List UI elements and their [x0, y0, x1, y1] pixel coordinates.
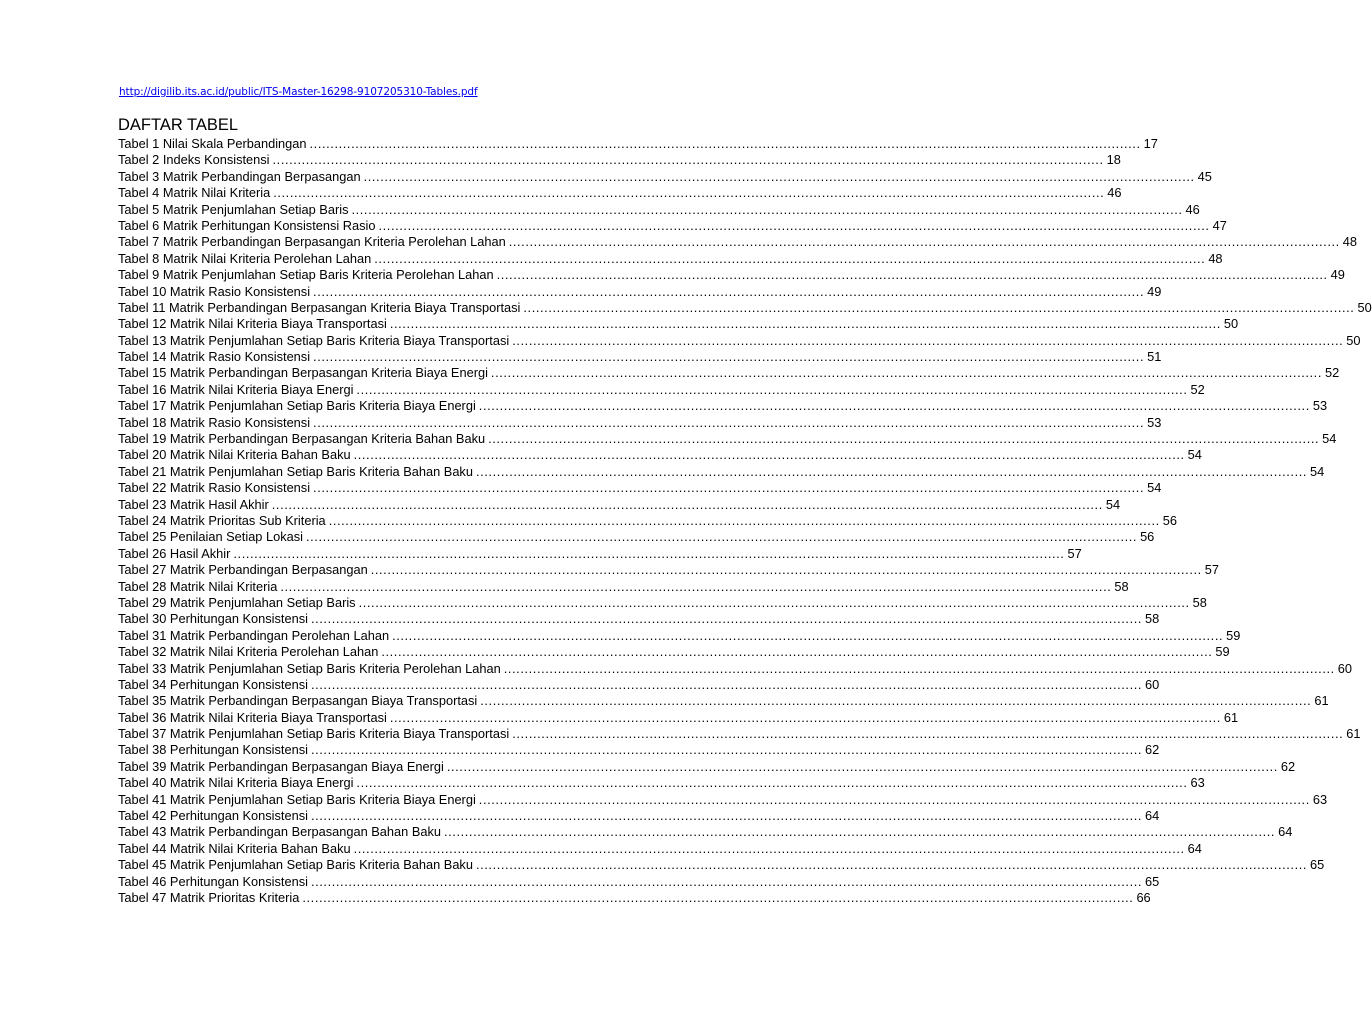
toc-leader-dots: ........................................................................................................................................................................................................ — [381, 644, 1213, 660]
toc-entry-page-number: 61 — [1314, 693, 1329, 709]
table-of-tables — [118, 136, 1372, 906]
toc-entry[interactable] — [118, 873, 1160, 890]
toc-entry-title: Tabel 42 Perhitungan Konsistensi — [118, 808, 308, 824]
toc-entry-page-number: 54 — [1310, 463, 1325, 479]
toc-entry[interactable] — [118, 627, 1241, 644]
toc-entry-page-number: 54 — [1105, 496, 1121, 512]
toc-entry-page-number: 59 — [1226, 627, 1241, 643]
toc-entry-title: Tabel 1 Nilai Skala Perbandingan — [118, 136, 307, 151]
toc-entry-page-number: 51 — [1147, 349, 1162, 365]
toc-entry-page-number: 53 — [1147, 414, 1162, 430]
toc-leader-dots: ........................................................................................................................................................................................................ — [363, 168, 1195, 184]
toc-entry-page-number: 53 — [1312, 398, 1328, 414]
toc-entry[interactable] — [118, 136, 1158, 152]
toc-entry-title: Tabel 36 Matrik Nilai Kriteria Biaya Transportasi — [118, 709, 387, 725]
toc-entry[interactable] — [118, 168, 1212, 185]
toc-leader-dots: ........................................................................................................................................................................................................ — [358, 594, 1190, 610]
toc-entry-title: Tabel 15 Matrik Perbandingan Berpasangan Kriteria Biaya Energi — [118, 365, 488, 381]
toc-entry-page-number: 57 — [1204, 562, 1220, 578]
toc-entry-page-number: 56 — [1162, 512, 1177, 528]
toc-entry-page-number: 58 — [1192, 594, 1207, 610]
toc-entry[interactable] — [118, 365, 1340, 381]
toc-leader-dots: ........................................................................................................................................................................................................ — [280, 578, 1112, 594]
toc-leader-dots: ........................................................................................................................................................................................................ — [313, 283, 1145, 299]
toc-leader-dots: ........................................................................................................................................................................................................ — [353, 840, 1185, 856]
toc-entry[interactable] — [118, 381, 1205, 398]
toc-entry-title: Tabel 38 Perhitungan Konsistensi — [118, 742, 308, 758]
toc-leader-dots: ........................................................................................................................................................................................................ — [392, 627, 1224, 643]
toc-entry-page-number: 50 — [1357, 299, 1372, 315]
toc-entry-title: Tabel 12 Matrik Nilai Kriteria Biaya Transportasi — [118, 316, 387, 332]
toc-leader-dots: ........................................................................................................................................................................................................ — [475, 857, 1308, 873]
toc-entry[interactable] — [118, 709, 1239, 726]
toc-entry[interactable] — [118, 726, 1361, 742]
toc-leader-dots: ........................................................................................................................................................................................................ — [478, 791, 1310, 807]
toc-entry-page-number: 63 — [1190, 775, 1205, 791]
toc-leader-dots: ........................................................................................................................................................................................................ — [310, 873, 1143, 889]
toc-entry-title: Tabel 37 Matrik Penjumlahan Setiap Baris Kriteria Biaya Transportasi — [118, 726, 510, 742]
toc-entry-title: Tabel 9 Matrik Penjumlahan Setiap Baris Kriteria Perolehan Lahan — [118, 267, 494, 283]
toc-entry-title: Tabel 23 Matrik Hasil Akhir — [118, 496, 269, 512]
toc-entry[interactable] — [118, 742, 1160, 758]
toc-leader-dots: ........................................................................................................................................................................................................ — [378, 217, 1210, 233]
toc-leader-dots: ........................................................................................................................................................................................................ — [503, 660, 1335, 676]
toc-leader-dots: ........................................................................................................................................................................................................ — [353, 447, 1185, 463]
toc-entry-page-number: 66 — [1136, 889, 1151, 905]
toc-entry-title: Tabel 17 Matrik Penjumlahan Setiap Baris Kriteria Biaya Energi — [118, 398, 476, 414]
toc-leader-dots: ........................................................................................................................................................................................................ — [389, 316, 1221, 332]
toc-leader-dots: ........................................................................................................................................................................................................ — [475, 463, 1308, 479]
toc-entry[interactable] — [118, 660, 1353, 677]
toc-entry[interactable] — [118, 234, 1358, 250]
toc-leader-dots: ........................................................................................................................................................................................................ — [496, 267, 1328, 283]
toc-entry-title: Tabel 24 Matrik Prioritas Sub Kriteria — [118, 512, 326, 528]
toc-leader-dots: ........................................................................................................................................................................................................ — [310, 742, 1143, 758]
toc-entry[interactable] — [118, 414, 1162, 431]
toc-entry[interactable] — [118, 562, 1220, 578]
toc-entry-title: Tabel 35 Matrik Perbandingan Berpasangan Biaya Transportasi — [118, 693, 478, 709]
toc-entry-title: Tabel 30 Perhitungan Konsistensi — [118, 611, 308, 627]
toc-entry-page-number: 45 — [1197, 168, 1212, 184]
toc-leader-dots: ........................................................................................................................................................................................................ — [309, 136, 1141, 151]
toc-entry-title: Tabel 20 Matrik Nilai Kriteria Bahan Baku — [118, 447, 351, 463]
toc-entry[interactable] — [118, 775, 1205, 791]
toc-leader-dots: ........................................................................................................................................................................................................ — [233, 545, 1065, 561]
toc-entry-title: Tabel 13 Matrik Penjumlahan Setiap Baris Kriteria Biaya Transportasi — [118, 332, 510, 348]
toc-entry-page-number: 64 — [1145, 808, 1160, 824]
toc-leader-dots: ........................................................................................................................................................................................................ — [490, 365, 1322, 381]
toc-entry-page-number: 49 — [1330, 267, 1345, 283]
toc-entry[interactable] — [118, 316, 1239, 332]
toc-entry[interactable] — [118, 594, 1207, 611]
toc-entry-title: Tabel 33 Matrik Penjumlahan Setiap Baris Kriteria Perolehan Lahan — [118, 660, 501, 676]
toc-entry-title: Tabel 22 Matrik Rasio Konsistensi — [118, 480, 311, 496]
toc-leader-dots: ........................................................................................................................................................................................................ — [328, 512, 1160, 528]
toc-leader-dots: ........................................................................................................................................................................................................ — [272, 152, 1104, 168]
toc-entry-title: Tabel 40 Matrik Nilai Kriteria Biaya Energi — [118, 775, 354, 791]
toc-entry-title: Tabel 16 Matrik Nilai Kriteria Biaya Energi — [118, 381, 354, 397]
toc-leader-dots: ........................................................................................................................................................................................................ — [478, 398, 1310, 414]
toc-leader-dots: ........................................................................................................................................................................................................ — [508, 234, 1340, 250]
toc-entry[interactable] — [118, 840, 1202, 857]
toc-entry[interactable] — [118, 611, 1160, 627]
toc-entry[interactable] — [118, 824, 1293, 840]
toc-leader-dots: ........................................................................................................................................................................................................ — [310, 611, 1143, 627]
toc-entry-title: Tabel 11 Matrik Perbandingan Berpasangan Kriteria Biaya Transportasi — [118, 299, 521, 315]
toc-entry-page-number: 59 — [1215, 644, 1230, 660]
toc-entry-page-number: 48 — [1342, 234, 1358, 250]
toc-entry-title: Tabel 21 Matrik Penjumlahan Setiap Baris Kriteria Bahan Baku — [118, 463, 473, 479]
toc-leader-dots: ........................................................................................................................................................................................................ — [310, 676, 1143, 692]
toc-entry[interactable] — [118, 578, 1129, 595]
toc-entry-page-number: 62 — [1280, 758, 1296, 774]
toc-entry[interactable] — [118, 299, 1372, 316]
toc-entry-title: Tabel 27 Matrik Perbandingan Berpasangan — [118, 562, 368, 578]
toc-leader-dots: ........................................................................................................................................................................................................ — [370, 562, 1202, 578]
toc-entry-title: Tabel 47 Matrik Prioritas Kriteria — [118, 889, 300, 905]
toc-entry-page-number: 65 — [1145, 873, 1160, 889]
toc-entry[interactable] — [118, 496, 1121, 513]
toc-entry-title: Tabel 7 Matrik Perbandingan Berpasangan Kriteria Perolehan Lahan — [118, 234, 506, 250]
toc-entry-title: Tabel 18 Matrik Rasio Konsistensi — [118, 414, 311, 430]
toc-entry[interactable] — [118, 676, 1160, 693]
toc-entry[interactable] — [118, 201, 1200, 218]
toc-entry[interactable] — [118, 545, 1082, 562]
toc-leader-dots: ........................................................................................................................................................................................................ — [446, 758, 1278, 774]
toc-entry-title: Tabel 43 Matrik Perbandingan Berpasangan Bahan Baku — [118, 824, 441, 840]
toc-entry[interactable] — [118, 480, 1162, 496]
toc-entry-page-number: 57 — [1067, 545, 1082, 561]
toc-entry-title: Tabel 2 Indeks Konsistensi — [118, 152, 270, 168]
toc-entry-title: Tabel 34 Perhitungan Konsistensi — [118, 676, 308, 692]
toc-entry-page-number: 54 — [1322, 431, 1337, 447]
toc-entry-title: Tabel 25 Penilaian Setiap Lokasi — [118, 529, 303, 545]
toc-entry-page-number: 62 — [1145, 742, 1160, 758]
toc-entry-title: Tabel 10 Matrik Rasio Konsistensi — [118, 283, 311, 299]
toc-entry-title: Tabel 45 Matrik Penjumlahan Setiap Baris Kriteria Bahan Baku — [118, 857, 473, 873]
source-url-link[interactable]: http://digilib.its.ac.id/public/ITS-Master-16298-9107205310-Tables.pdf — [119, 86, 478, 98]
toc-entry-page-number: 58 — [1114, 578, 1129, 594]
toc-entry-title: Tabel 19 Matrik Perbandingan Berpasangan Kriteria Bahan Baku — [118, 431, 486, 447]
toc-entry-title: Tabel 26 Hasil Akhir — [118, 545, 231, 561]
toc-leader-dots: ........................................................................................................................................................................................................ — [512, 726, 1344, 742]
toc-entry[interactable] — [118, 398, 1328, 414]
toc-entry[interactable] — [118, 529, 1155, 545]
toc-leader-dots: ........................................................................................................................................................................................................ — [488, 431, 1320, 447]
toc-entry[interactable] — [118, 644, 1230, 660]
page-title: DAFTAR TABEL — [118, 116, 239, 134]
toc-leader-dots: ........................................................................................................................................................................................................ — [271, 496, 1103, 512]
toc-entry-page-number: 18 — [1106, 152, 1121, 168]
toc-entry[interactable] — [118, 217, 1227, 234]
toc-entry-page-number: 50 — [1346, 332, 1361, 348]
toc-leader-dots: ........................................................................................................................................................................................................ — [356, 381, 1188, 397]
toc-entry-title: Tabel 3 Matrik Perbandingan Berpasangan — [118, 168, 361, 184]
toc-entry-title: Tabel 4 Matrik Nilai Kriteria — [118, 185, 271, 201]
toc-entry-page-number: 54 — [1187, 447, 1202, 463]
toc-entry-page-number: 61 — [1346, 726, 1361, 742]
toc-entry-title: Tabel 8 Matrik Nilai Kriteria Perolehan Lahan — [118, 250, 372, 266]
toc-leader-dots: ........................................................................................................................................................................................................ — [523, 299, 1355, 315]
toc-entry-page-number: 54 — [1147, 480, 1162, 496]
toc-entry[interactable] — [118, 693, 1329, 709]
toc-leader-dots: ........................................................................................................................................................................................................ — [310, 808, 1143, 824]
toc-leader-dots: ........................................................................................................................................................................................................ — [273, 185, 1105, 201]
toc-entry[interactable] — [118, 463, 1325, 480]
toc-leader-dots: ........................................................................................................................................................................................................ — [313, 480, 1145, 496]
toc-entry-title: Tabel 29 Matrik Penjumlahan Setiap Baris — [118, 594, 356, 610]
toc-leader-dots: ........................................................................................................................................................................................................ — [389, 709, 1221, 725]
toc-entry-page-number: 60 — [1337, 660, 1353, 676]
toc-entry-page-number: 52 — [1190, 381, 1205, 397]
toc-leader-dots: ........................................................................................................................................................................................................ — [444, 824, 1276, 840]
toc-entry[interactable] — [118, 250, 1223, 267]
toc-entry[interactable] — [118, 185, 1122, 201]
toc-leader-dots: ........................................................................................................................................................................................................ — [374, 250, 1206, 266]
toc-leader-dots: ........................................................................................................................................................................................................ — [313, 349, 1145, 365]
toc-entry-title: Tabel 31 Matrik Perbandingan Perolehan Lahan — [118, 627, 390, 643]
toc-leader-dots: ........................................................................................................................................................................................................ — [305, 529, 1138, 545]
toc-entry[interactable] — [118, 283, 1162, 300]
toc-entry[interactable] — [118, 447, 1202, 463]
toc-entry-page-number: 17 — [1143, 136, 1158, 151]
toc-entry-title: Tabel 46 Perhitungan Konsistensi — [118, 873, 308, 889]
toc-entry-page-number: 61 — [1223, 709, 1239, 725]
toc-leader-dots: ........................................................................................................................................................................................................ — [351, 201, 1183, 217]
toc-entry-page-number: 46 — [1107, 185, 1122, 201]
toc-entry[interactable] — [118, 791, 1328, 808]
toc-entry-page-number: 56 — [1140, 529, 1155, 545]
toc-entry-page-number: 48 — [1208, 250, 1223, 266]
toc-entry[interactable] — [118, 431, 1337, 447]
toc-entry-title: Tabel 32 Matrik Nilai Kriteria Perolehan Lahan — [118, 644, 379, 660]
toc-entry-title: Tabel 28 Matrik Nilai Kriteria — [118, 578, 278, 594]
toc-entry-page-number: 64 — [1278, 824, 1293, 840]
toc-leader-dots: ........................................................................................................................................................................................................ — [313, 414, 1145, 430]
toc-leader-dots: ........................................................................................................................................................................................................ — [302, 889, 1134, 905]
toc-leader-dots: ........................................................................................................................................................................................................ — [480, 693, 1312, 709]
toc-entry-title: Tabel 6 Matrik Perhitungan Konsistensi Rasio — [118, 217, 376, 233]
toc-entry-page-number: 46 — [1185, 201, 1200, 217]
toc-entry-title: Tabel 44 Matrik Nilai Kriteria Bahan Baku — [118, 840, 351, 856]
toc-leader-dots: ........................................................................................................................................................................................................ — [512, 332, 1344, 348]
toc-entry[interactable] — [118, 349, 1162, 365]
toc-entry-title: Tabel 39 Matrik Perbandingan Berpasangan Biaya Energi — [118, 758, 444, 774]
toc-entry[interactable] — [118, 808, 1160, 824]
toc-entry[interactable] — [118, 267, 1345, 283]
toc-entry-page-number: 63 — [1312, 791, 1328, 807]
toc-entry[interactable] — [118, 889, 1151, 906]
toc-entry-page-number: 47 — [1212, 217, 1227, 233]
toc-entry-page-number: 60 — [1145, 676, 1160, 692]
toc-entry[interactable] — [118, 512, 1177, 529]
toc-entry-page-number: 52 — [1325, 365, 1340, 381]
toc-entry-title: Tabel 41 Matrik Penjumlahan Setiap Baris Kriteria Biaya Energi — [118, 791, 476, 807]
toc-entry-title: Tabel 5 Matrik Penjumlahan Setiap Baris — [118, 201, 349, 217]
toc-leader-dots: ........................................................................................................................................................................................................ — [356, 775, 1188, 791]
toc-entry[interactable] — [118, 758, 1296, 775]
toc-entry-page-number: 49 — [1147, 283, 1162, 299]
toc-entry[interactable] — [118, 857, 1325, 873]
toc-entry-page-number: 58 — [1145, 611, 1160, 627]
toc-entry-page-number: 65 — [1310, 857, 1325, 873]
toc-entry[interactable] — [118, 332, 1361, 349]
toc-entry-title: Tabel 14 Matrik Rasio Konsistensi — [118, 349, 311, 365]
toc-entry-page-number: 64 — [1187, 840, 1202, 856]
toc-entry[interactable] — [118, 152, 1121, 168]
toc-entry-page-number: 50 — [1223, 316, 1239, 332]
